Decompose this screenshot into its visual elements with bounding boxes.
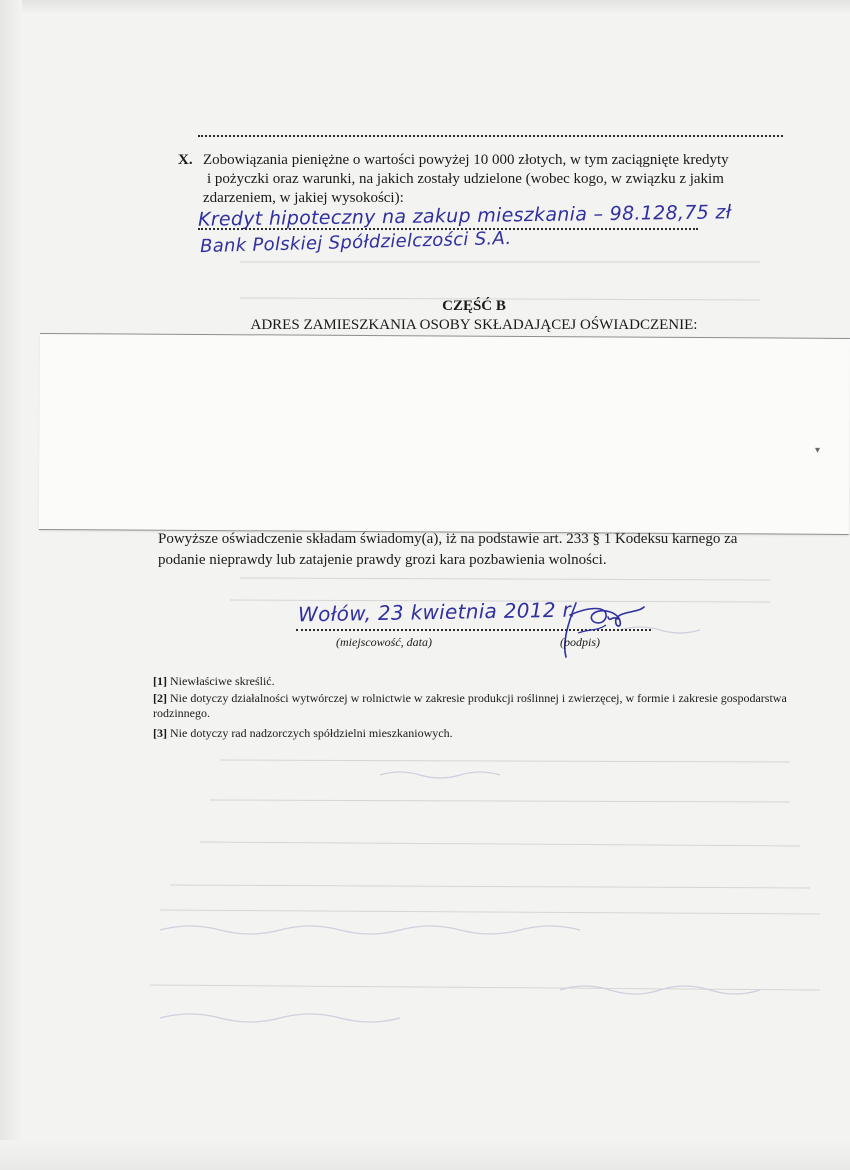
address-heading: ADRES ZAMIESZKANIA OSOBY SKŁADAJĄCEJ OŚWIADCZENIE: [250,317,698,333]
pasted-paper-strip [39,333,850,535]
footnote-3-text: Nie dotyczy rad nadzorczych spółdzielni mieszkaniowych. [170,726,453,740]
footnote-2 [153,691,803,721]
declaration-line-2: podanie nieprawdy lub zatajenie prawdy grozi kara pozbawienia wolności. [158,552,607,568]
dotted-separator-line [198,132,783,137]
section-x-line-1: Zobowiązania pieniężne o wartości powyżej 10 000 złotych, w tym zaciągnięte kredyty [203,152,729,168]
footnotes [153,674,803,741]
footnote-2-marker: [2] [153,691,167,705]
scan-speck: ▾ [815,445,821,456]
handwritten-loan-line: Kredyt hipoteczny na zakup mieszkania – 98.128,75 zł [197,201,732,231]
handwritten-bank-line: Bank Polskiej Spółdzielczości S.A. [199,227,512,258]
place-date-label: (miejscowość, data) [336,635,432,649]
footnote-3 [153,726,803,741]
part-b-title: CZĘŚĆ B [442,298,506,314]
declaration-line-1: Powyższe oświadczenie składam świadomy(a), iż na podstawie art. 233 § 1 Kodeksu karnego za [158,531,738,547]
footnote-3-marker: [3] [153,726,167,740]
footnote-2-text: Nie dotyczy działalności wytwórczej w rolnictwie w zakresie produkcji roślinnej i zwierzęcej, w formie i zakresie gospodarstwa rodzinnego. [153,691,787,720]
handwritten-signature [548,593,658,663]
section-x-number: X. [178,152,193,168]
footnote-1-marker: [1] [153,674,167,688]
signature-label: (podpis) [560,635,600,649]
handwritten-place-date: Wołów, 23 kwietnia 2012 r. [297,597,577,627]
declaration-text [158,529,778,571]
footnote-1-text: Niewłaściwe skreślić. [170,674,275,688]
section-x-line-3: zdarzeniem, w jakiej wysokości): [203,190,404,206]
section-x-line-2: i pożyczki oraz warunki, na jakich zostały udzielone (wobec kogo, w związku z jakim [207,171,724,187]
section-x-text [203,151,773,208]
footnote-1 [153,674,803,689]
